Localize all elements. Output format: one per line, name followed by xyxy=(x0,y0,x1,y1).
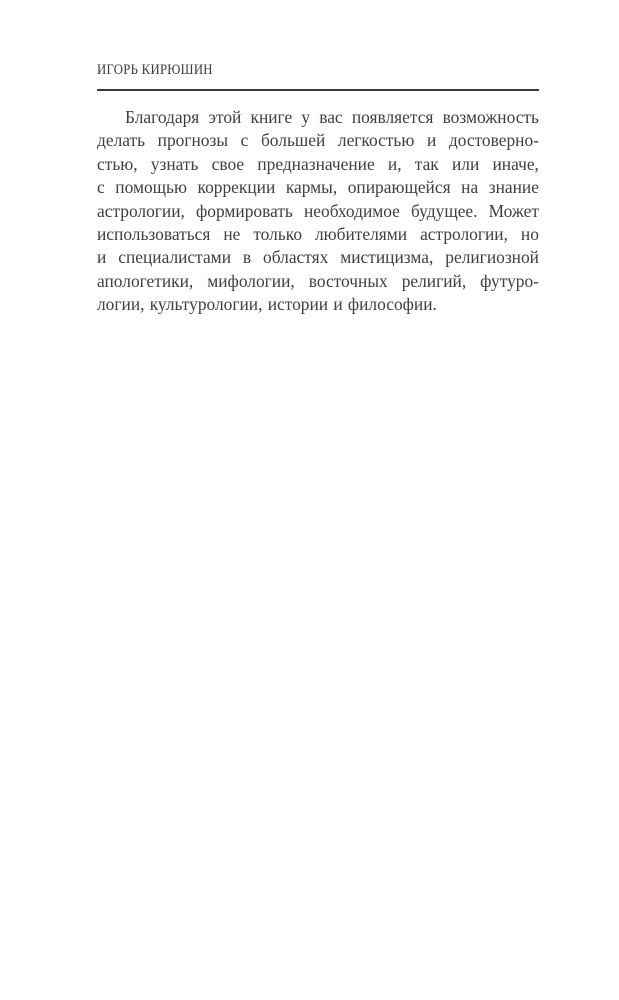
text-word: будущее. xyxy=(410,200,478,221)
running-head-title: ИГОРЬ КИРЮШИН xyxy=(97,62,213,78)
text-word: на xyxy=(461,177,479,198)
text-word: использоваться xyxy=(97,223,211,244)
text-word: достоверно- xyxy=(448,130,539,151)
text-word: Благодаря xyxy=(125,107,200,127)
text-word: или xyxy=(451,153,480,174)
text-word: истории xyxy=(267,294,329,315)
text-word: прогнозы xyxy=(157,130,229,151)
text-word: но xyxy=(520,223,539,244)
text-word: иначе, xyxy=(492,153,539,174)
text-word: мифологии, xyxy=(207,270,295,291)
body-paragraph xyxy=(97,106,539,317)
text-word: опирающейся xyxy=(347,177,451,198)
text-word: Может xyxy=(488,200,539,221)
text-word: астрологии, xyxy=(420,223,508,244)
text-word: так xyxy=(414,153,439,174)
text-word: с xyxy=(240,130,249,151)
text-word: и, xyxy=(387,153,402,174)
text-word: в xyxy=(242,247,252,268)
text-word: у xyxy=(301,107,311,127)
text-word: предназначение xyxy=(257,153,375,174)
text-word: возможность xyxy=(442,107,539,127)
text-word: формировать xyxy=(195,200,293,221)
text-word: восточных xyxy=(308,270,388,291)
text-word: делать xyxy=(97,130,146,151)
text-word: книге xyxy=(250,107,293,127)
text-word: любителями xyxy=(314,223,408,244)
text-line xyxy=(97,176,539,199)
text-word: появляется xyxy=(351,107,434,127)
text-word: только xyxy=(253,223,303,244)
text-word: помощью xyxy=(115,177,187,198)
text-word: коррекции xyxy=(197,177,276,198)
text-line xyxy=(97,200,539,223)
text-word: узнать xyxy=(150,153,199,174)
text-line xyxy=(97,246,539,269)
text-word: кармы, xyxy=(285,177,338,198)
text-line xyxy=(97,223,539,246)
text-word: и xyxy=(333,294,343,315)
text-word: религиозной xyxy=(445,247,539,268)
text-word: апологетики, xyxy=(97,270,194,291)
header-divider-rule xyxy=(97,89,539,91)
text-word: необходимое xyxy=(303,200,400,221)
text-word: логии, xyxy=(97,294,145,315)
text-word: большей xyxy=(260,130,326,151)
text-line xyxy=(97,293,539,316)
text-word: религий, xyxy=(401,270,467,291)
text-line xyxy=(97,153,539,176)
text-word: легкостью xyxy=(337,130,415,151)
text-word: мистицизма, xyxy=(340,247,434,268)
running-head xyxy=(97,61,539,79)
text-line xyxy=(97,106,539,129)
text-word: футуро- xyxy=(480,270,539,291)
text-word: вас xyxy=(319,107,343,127)
text-word: с xyxy=(97,177,105,198)
text-line xyxy=(97,270,539,293)
text-line xyxy=(97,129,539,152)
text-word: и xyxy=(97,247,107,268)
text-word: и xyxy=(426,130,437,151)
text-word: областях xyxy=(263,247,329,268)
text-word: свое xyxy=(211,153,245,174)
text-word: этой xyxy=(208,107,242,127)
text-word: специалистами xyxy=(118,247,231,268)
text-word: не xyxy=(223,223,241,244)
text-word: стью, xyxy=(97,153,138,174)
text-word: культурологии, xyxy=(149,294,263,315)
text-word: философии. xyxy=(347,294,437,315)
text-word: знание xyxy=(488,177,539,198)
text-word: астрологии, xyxy=(97,200,185,221)
